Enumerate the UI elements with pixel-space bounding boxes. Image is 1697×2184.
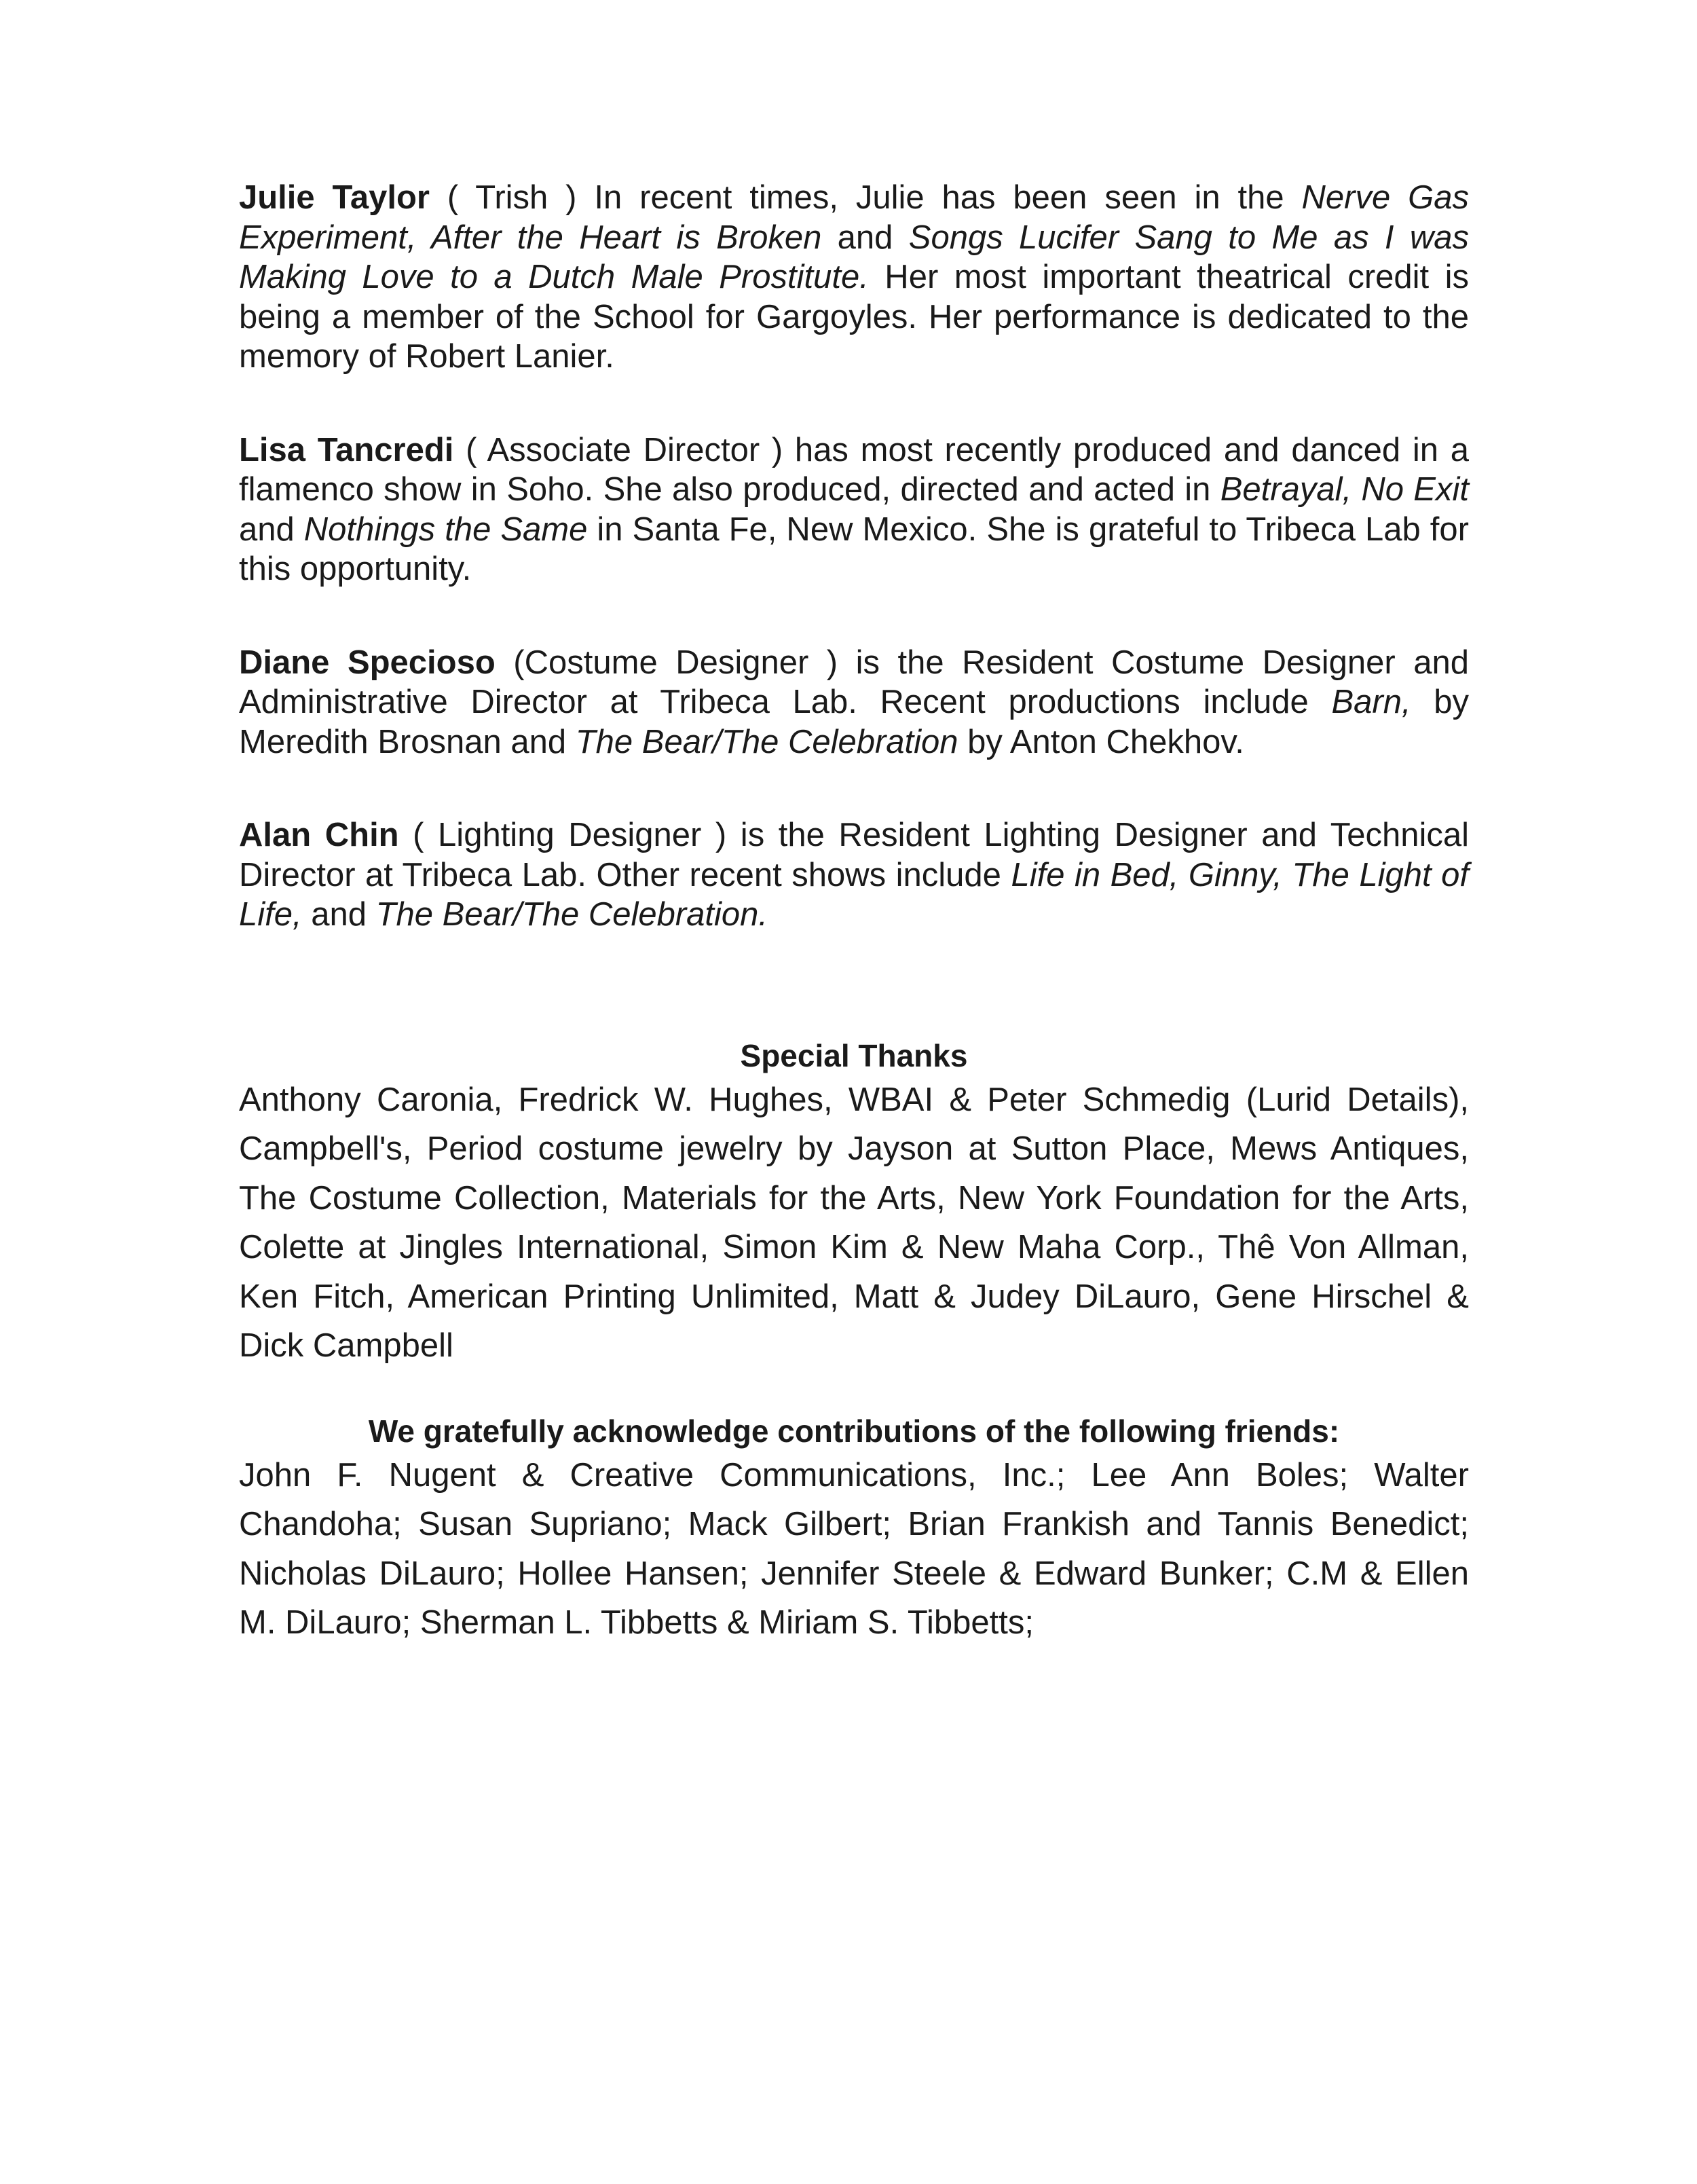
bio-name: Alan Chin — [239, 817, 399, 853]
bio-lisa-tancredi — [239, 430, 1469, 589]
bio-text: by Meredith Brosnan and — [239, 684, 1469, 760]
bio-name: Diane Specioso — [239, 644, 496, 681]
bio-text: (Costume Designer ) is the Resident Costume Designer and Administrative Director at Tribeca Lab. Recent productions include — [239, 644, 1469, 720]
bio-text: in Santa Fe, New Mexico. She is grateful to Tribeca Lab for this opportunity. — [239, 511, 1469, 587]
special-thanks-heading: Special Thanks — [740, 1037, 968, 1073]
bio-name: Julie Taylor — [239, 179, 430, 216]
bio-text: and — [821, 219, 909, 256]
bio-text: and — [301, 896, 376, 933]
contributions-heading: We gratefully acknowledge contributions of the following friends: — [368, 1413, 1340, 1449]
bio-diane-specioso — [239, 643, 1469, 762]
bio-title: The Bear/The Celebration. — [375, 896, 768, 933]
bio-alan-chin — [239, 815, 1469, 935]
bio-title: Nothings the Same — [303, 511, 588, 548]
bio-text: ( Lighting Designer ) is the Resident Lighting Designer and Technical Director at Tribeca Lab. Other recent shows include — [239, 817, 1469, 893]
bio-title: The Bear/The Celebration — [575, 723, 958, 760]
bio-text: ( Associate Director ) has most recently produced and danced in a flamenco show in Soho. She also produced, directed and acted in — [239, 431, 1469, 508]
bio-title: Nerve Gas Experiment, After the Heart is Broken — [239, 179, 1470, 256]
bio-title: Barn, — [1331, 684, 1411, 720]
bio-text: Her most important theatrical credit is being a member of the School for Gargoyles. Her performance is dedicated to the memory of Robert Lanier. — [239, 259, 1469, 375]
bio-julie-taylor — [239, 178, 1469, 377]
bio-title: Betrayal, No Exit — [1220, 471, 1469, 508]
contributions-list: John F. Nugent & Creative Communications, Inc.; Lee Ann Boles; Walter Chandoha; Susan Supriano; Mack Gilbert; Brian Frankish and Tannis Benedict; Nicholas DiLauro; Hollee Hansen; Jennifer Steele & Edward Bunker; C.M & Ellen M. DiLauro; Sherman L. Tibbetts & Miriam S. Tibbetts; — [239, 1456, 1469, 1641]
page-content — [239, 178, 1469, 1648]
bio-name: Lisa Tancredi — [239, 431, 454, 468]
special-thanks-list: Anthony Caronia, Fredrick W. Hughes, WBAI & Peter Schmedig (Lurid Details), Campbell's, Period costume jewelry by Jayson at Sutton Place, Mews Antiques, The Costume Collection, Materials for the Arts, New York Foundation for the Arts, Colette at Jingles International, Simon Kim & New Maha Corp., Thê Von Allman, Ken Fitch, American Printing Unlimited, Matt & Judey DiLauro, Gene Hirschel & Dick Campbell — [239, 1081, 1469, 1364]
bio-text: and — [239, 511, 304, 548]
bio-text: by Anton Chekhov. — [958, 723, 1244, 760]
bio-title: Life in Bed, Ginny, The Light of Life, — [239, 856, 1469, 933]
bio-title: Songs Lucifer Sang to Me as I was Making Love to a Dutch Male Prostitute. — [239, 219, 1469, 295]
bio-text: ( Trish ) In recent times, Julie has been seen in the — [429, 179, 1302, 216]
